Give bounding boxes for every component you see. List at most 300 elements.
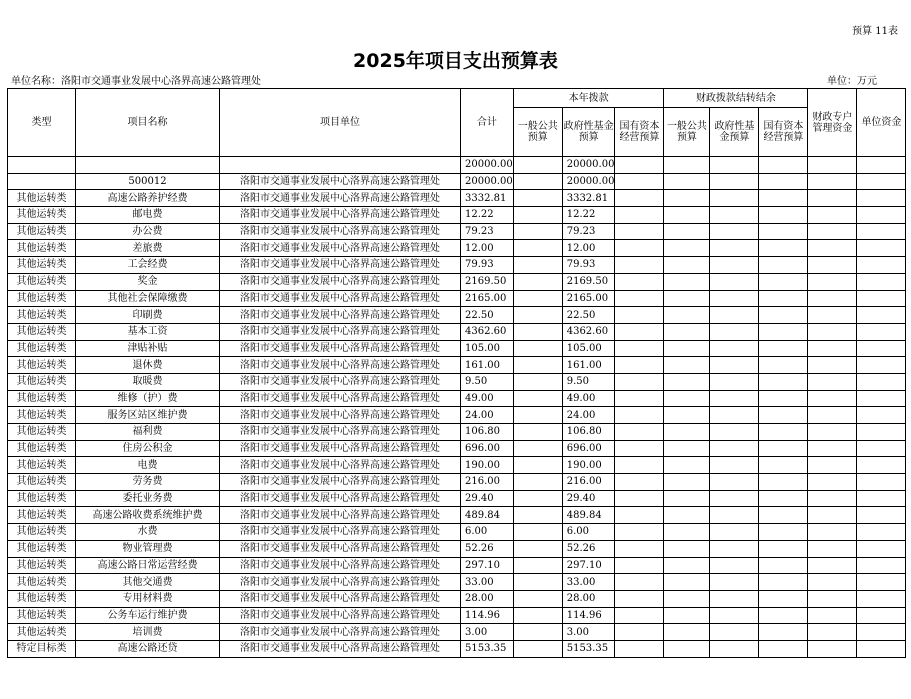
cell-general-public <box>513 290 562 307</box>
cell-total: 6.00 <box>461 524 514 541</box>
cell-general-public-carryover <box>664 190 710 207</box>
table-row <box>8 607 906 624</box>
cell-gov-fund: 5153.35 <box>562 640 615 657</box>
cell-state-capital-carryover <box>759 157 808 174</box>
cell-state-capital-carryover <box>759 457 808 474</box>
cell-state-capital-carryover <box>759 557 808 574</box>
cell-project-unit: 洛阳市交通事业发展中心洛界高速公路管理处 <box>220 557 461 574</box>
cell-special-fund <box>808 640 857 657</box>
cell-gov-fund: 2165.00 <box>562 290 615 307</box>
cell-project-name: 500012 <box>76 173 220 190</box>
cell-type: 其他运转类 <box>8 290 76 307</box>
cell-state-capital-carryover <box>759 323 808 340</box>
cell-type: 其他运转类 <box>8 424 76 441</box>
cell-state-capital <box>615 424 664 441</box>
cell-gov-fund-carryover <box>710 390 759 407</box>
cell-special-fund <box>808 223 857 240</box>
cell-state-capital-carryover <box>759 223 808 240</box>
cell-total: 297.10 <box>461 557 514 574</box>
table-row <box>8 574 906 591</box>
cell-gov-fund-carryover <box>710 590 759 607</box>
cell-special-fund <box>808 474 857 491</box>
cell-total: 22.50 <box>461 307 514 324</box>
cell-state-capital <box>615 240 664 257</box>
cell-unit-fund <box>857 540 906 557</box>
cell-gov-fund: 105.00 <box>562 340 615 357</box>
cell-general-public <box>513 357 562 374</box>
cell-state-capital <box>615 157 664 174</box>
cell-unit-fund <box>857 207 906 224</box>
cell-unit-fund <box>857 424 906 441</box>
cell-type: 其他运转类 <box>8 524 76 541</box>
cell-project-name: 印刷费 <box>76 307 220 324</box>
cell-special-fund <box>808 323 857 340</box>
cell-gov-fund: 489.84 <box>562 507 615 524</box>
cell-general-public-carryover <box>664 390 710 407</box>
cell-project-unit: 洛阳市交通事业发展中心洛界高速公路管理处 <box>220 407 461 424</box>
cell-type: 其他运转类 <box>8 240 76 257</box>
cell-unit-fund <box>857 323 906 340</box>
cell-project-name: 高速公路日常运营经费 <box>76 557 220 574</box>
cell-type: 其他运转类 <box>8 390 76 407</box>
cell-project-name: 高速公路还贷 <box>76 640 220 657</box>
cell-state-capital <box>615 323 664 340</box>
cell-general-public <box>513 440 562 457</box>
cell-general-public <box>513 640 562 657</box>
cell-state-capital <box>615 474 664 491</box>
cell-gov-fund-carryover <box>710 207 759 224</box>
cell-unit-fund <box>857 390 906 407</box>
table-row <box>8 157 906 174</box>
cell-state-capital <box>615 524 664 541</box>
cell-gov-fund: 20000.00 <box>562 157 615 174</box>
cell-gov-fund-carryover <box>710 373 759 390</box>
header-total: 合计 <box>461 89 514 157</box>
cell-special-fund <box>808 240 857 257</box>
cell-general-public-carryover <box>664 173 710 190</box>
cell-general-public <box>513 373 562 390</box>
cell-state-capital-carryover <box>759 507 808 524</box>
cell-state-capital <box>615 173 664 190</box>
cell-general-public <box>513 207 562 224</box>
cell-project-unit: 洛阳市交通事业发展中心洛界高速公路管理处 <box>220 524 461 541</box>
cell-total: 24.00 <box>461 407 514 424</box>
cell-project-unit: 洛阳市交通事业发展中心洛界高速公路管理处 <box>220 574 461 591</box>
cell-gov-fund: 22.50 <box>562 307 615 324</box>
cell-general-public-carryover <box>664 323 710 340</box>
cell-special-fund <box>808 407 857 424</box>
cell-project-unit: 洛阳市交通事业发展中心洛界高速公路管理处 <box>220 457 461 474</box>
cell-gov-fund-carryover <box>710 507 759 524</box>
cell-project-name: 取暖费 <box>76 373 220 390</box>
cell-total: 489.84 <box>461 507 514 524</box>
cell-type: 其他运转类 <box>8 507 76 524</box>
table-row <box>8 240 906 257</box>
cell-special-fund <box>808 524 857 541</box>
cell-special-fund <box>808 540 857 557</box>
cell-project-name: 差旅费 <box>76 240 220 257</box>
cell-total: 28.00 <box>461 590 514 607</box>
cell-general-public-carryover <box>664 307 710 324</box>
table-row <box>8 424 906 441</box>
cell-special-fund <box>808 557 857 574</box>
header-project-name: 项目名称 <box>76 89 220 157</box>
cell-total: 114.96 <box>461 607 514 624</box>
cell-type: 其他运转类 <box>8 357 76 374</box>
header-type: 类型 <box>8 89 76 157</box>
table-row <box>8 323 906 340</box>
cell-state-capital <box>615 607 664 624</box>
cell-special-fund <box>808 257 857 274</box>
cell-general-public <box>513 240 562 257</box>
cell-project-name: 公务车运行维护费 <box>76 607 220 624</box>
cell-gov-fund: 29.40 <box>562 490 615 507</box>
cell-type: 其他运转类 <box>8 207 76 224</box>
cell-total: 161.00 <box>461 357 514 374</box>
cell-state-capital <box>615 590 664 607</box>
cell-gov-fund: 696.00 <box>562 440 615 457</box>
cell-project-name: 服务区站区维护费 <box>76 407 220 424</box>
cell-general-public <box>513 607 562 624</box>
cell-unit-fund <box>857 257 906 274</box>
cell-special-fund <box>808 390 857 407</box>
cell-type: 特定目标类 <box>8 640 76 657</box>
cell-special-fund <box>808 590 857 607</box>
cell-unit-fund <box>857 407 906 424</box>
cell-general-public <box>513 557 562 574</box>
cell-general-public <box>513 624 562 641</box>
table-row <box>8 390 906 407</box>
cell-gov-fund: 24.00 <box>562 407 615 424</box>
cell-gov-fund: 190.00 <box>562 457 615 474</box>
cell-gov-fund: 161.00 <box>562 357 615 374</box>
cell-gov-fund: 9.50 <box>562 373 615 390</box>
cell-state-capital-carryover <box>759 240 808 257</box>
cell-project-unit: 洛阳市交通事业发展中心洛界高速公路管理处 <box>220 190 461 207</box>
cell-type: 其他运转类 <box>8 273 76 290</box>
cell-unit-fund <box>857 307 906 324</box>
cell-special-fund <box>808 273 857 290</box>
cell-state-capital <box>615 357 664 374</box>
cell-total: 79.23 <box>461 223 514 240</box>
cell-state-capital-carryover <box>759 357 808 374</box>
table-row <box>8 490 906 507</box>
cell-gov-fund-carryover <box>710 190 759 207</box>
cell-type: 其他运转类 <box>8 190 76 207</box>
cell-total: 3.00 <box>461 624 514 641</box>
cell-gov-fund: 3332.81 <box>562 190 615 207</box>
cell-type <box>8 173 76 190</box>
header-project-unit: 项目单位 <box>220 89 461 157</box>
cell-state-capital-carryover <box>759 440 808 457</box>
cell-special-fund <box>808 607 857 624</box>
table-row <box>8 173 906 190</box>
cell-project-unit: 洛阳市交通事业发展中心洛界高速公路管理处 <box>220 273 461 290</box>
cell-project-name: 福利费 <box>76 424 220 441</box>
cell-general-public <box>513 507 562 524</box>
cell-general-public <box>513 524 562 541</box>
cell-state-capital <box>615 640 664 657</box>
cell-state-capital <box>615 257 664 274</box>
cell-gov-fund-carryover <box>710 257 759 274</box>
cell-gov-fund-carryover <box>710 340 759 357</box>
cell-project-unit: 洛阳市交通事业发展中心洛界高速公路管理处 <box>220 607 461 624</box>
cell-total: 190.00 <box>461 457 514 474</box>
cell-project-unit: 洛阳市交通事业发展中心洛界高速公路管理处 <box>220 257 461 274</box>
cell-gov-fund: 49.00 <box>562 390 615 407</box>
cell-special-fund <box>808 290 857 307</box>
cell-state-capital <box>615 207 664 224</box>
cell-unit-fund <box>857 290 906 307</box>
cell-gov-fund: 6.00 <box>562 524 615 541</box>
cell-state-capital-carryover <box>759 607 808 624</box>
cell-general-public <box>513 190 562 207</box>
cell-state-capital-carryover <box>759 290 808 307</box>
cell-total: 106.80 <box>461 424 514 441</box>
cell-special-fund <box>808 307 857 324</box>
cell-special-fund <box>808 157 857 174</box>
cell-gov-fund-carryover <box>710 607 759 624</box>
cell-type: 其他运转类 <box>8 540 76 557</box>
cell-project-unit: 洛阳市交通事业发展中心洛界高速公路管理处 <box>220 640 461 657</box>
cell-state-capital-carryover <box>759 540 808 557</box>
cell-unit-fund <box>857 440 906 457</box>
cell-general-public-carryover <box>664 607 710 624</box>
cell-state-capital-carryover <box>759 190 808 207</box>
cell-general-public-carryover <box>664 157 710 174</box>
cell-special-fund <box>808 207 857 224</box>
cell-gov-fund: 114.96 <box>562 607 615 624</box>
cell-general-public-carryover <box>664 340 710 357</box>
cell-state-capital <box>615 624 664 641</box>
header-general-public: 一般公共预算 <box>513 108 562 157</box>
cell-gov-fund-carryover <box>710 624 759 641</box>
cell-general-public <box>513 457 562 474</box>
cell-project-unit: 洛阳市交通事业发展中心洛界高速公路管理处 <box>220 624 461 641</box>
header-unit-fund: 单位资金 <box>857 89 906 157</box>
cell-state-capital-carryover <box>759 173 808 190</box>
table-row <box>8 624 906 641</box>
cell-state-capital-carryover <box>759 257 808 274</box>
cell-special-fund <box>808 574 857 591</box>
cell-total: 79.93 <box>461 257 514 274</box>
cell-state-capital <box>615 273 664 290</box>
cell-unit-fund <box>857 223 906 240</box>
cell-state-capital-carryover <box>759 373 808 390</box>
cell-state-capital-carryover <box>759 390 808 407</box>
cell-general-public-carryover <box>664 273 710 290</box>
cell-general-public-carryover <box>664 407 710 424</box>
cell-total: 5153.35 <box>461 640 514 657</box>
cell-gov-fund-carryover <box>710 307 759 324</box>
cell-project-name: 委托业务费 <box>76 490 220 507</box>
table-row <box>8 507 906 524</box>
cell-general-public-carryover <box>664 457 710 474</box>
cell-general-public-carryover <box>664 290 710 307</box>
header-gov-fund: 政府性基金预算 <box>562 108 615 157</box>
cell-general-public <box>513 474 562 491</box>
cell-general-public <box>513 590 562 607</box>
cell-state-capital <box>615 490 664 507</box>
cell-total: 696.00 <box>461 440 514 457</box>
cell-gov-fund-carryover <box>710 524 759 541</box>
cell-state-capital <box>615 390 664 407</box>
cell-gov-fund: 79.23 <box>562 223 615 240</box>
cell-state-capital <box>615 373 664 390</box>
cell-gov-fund-carryover <box>710 157 759 174</box>
cell-total: 33.00 <box>461 574 514 591</box>
cell-state-capital <box>615 540 664 557</box>
cell-state-capital <box>615 574 664 591</box>
cell-project-unit: 洛阳市交通事业发展中心洛界高速公路管理处 <box>220 307 461 324</box>
cell-general-public-carryover <box>664 507 710 524</box>
cell-project-name: 邮电费 <box>76 207 220 224</box>
cell-type: 其他运转类 <box>8 607 76 624</box>
cell-unit-fund <box>857 524 906 541</box>
cell-general-public-carryover <box>664 640 710 657</box>
cell-state-capital <box>615 557 664 574</box>
cell-gov-fund: 12.22 <box>562 207 615 224</box>
cell-project-name: 工会经费 <box>76 257 220 274</box>
cell-total: 12.22 <box>461 207 514 224</box>
cell-unit-fund <box>857 240 906 257</box>
cell-gov-fund: 2169.50 <box>562 273 615 290</box>
cell-gov-fund-carryover <box>710 290 759 307</box>
cell-general-public-carryover <box>664 540 710 557</box>
cell-special-fund <box>808 340 857 357</box>
cell-total: 105.00 <box>461 340 514 357</box>
cell-gov-fund: 3.00 <box>562 624 615 641</box>
cell-general-public-carryover <box>664 257 710 274</box>
cell-general-public-carryover <box>664 223 710 240</box>
cell-project-unit <box>220 157 461 174</box>
cell-total: 49.00 <box>461 390 514 407</box>
cell-state-capital-carryover <box>759 207 808 224</box>
cell-gov-fund: 4362.60 <box>562 323 615 340</box>
cell-type: 其他运转类 <box>8 557 76 574</box>
table-row <box>8 257 906 274</box>
cell-state-capital-carryover <box>759 490 808 507</box>
cell-state-capital <box>615 440 664 457</box>
header-current-year: 本年拨款 <box>513 89 664 108</box>
cell-state-capital <box>615 307 664 324</box>
cell-unit-fund <box>857 357 906 374</box>
page-title: 2025年项目支出预算表 <box>353 50 558 72</box>
cell-gov-fund: 33.00 <box>562 574 615 591</box>
cell-total: 29.40 <box>461 490 514 507</box>
cell-general-public-carryover <box>664 490 710 507</box>
cell-type: 其他运转类 <box>8 624 76 641</box>
cell-type: 其他运转类 <box>8 590 76 607</box>
cell-general-public <box>513 257 562 274</box>
cell-project-name: 劳务费 <box>76 474 220 491</box>
cell-unit-fund <box>857 507 906 524</box>
cell-state-capital <box>615 507 664 524</box>
budget-table <box>7 88 906 658</box>
cell-general-public <box>513 574 562 591</box>
cell-type: 其他运转类 <box>8 457 76 474</box>
cell-total: 52.26 <box>461 540 514 557</box>
table-row <box>8 307 906 324</box>
cell-project-unit: 洛阳市交通事业发展中心洛界高速公路管理处 <box>220 390 461 407</box>
cell-gov-fund-carryover <box>710 474 759 491</box>
table-row <box>8 190 906 207</box>
table-row <box>8 457 906 474</box>
cell-gov-fund-carryover <box>710 540 759 557</box>
cell-gov-fund: 216.00 <box>562 474 615 491</box>
cell-general-public-carryover <box>664 474 710 491</box>
table-row <box>8 290 906 307</box>
cell-gov-fund-carryover <box>710 323 759 340</box>
cell-project-name: 维修（护）费 <box>76 390 220 407</box>
cell-general-public-carryover <box>664 373 710 390</box>
table-row <box>8 590 906 607</box>
cell-project-unit: 洛阳市交通事业发展中心洛界高速公路管理处 <box>220 223 461 240</box>
cell-general-public <box>513 490 562 507</box>
cell-state-capital-carryover <box>759 424 808 441</box>
cell-unit-fund <box>857 474 906 491</box>
cell-project-name: 培训费 <box>76 624 220 641</box>
cell-project-unit: 洛阳市交通事业发展中心洛界高速公路管理处 <box>220 373 461 390</box>
header-state-capital-carryover: 国有资本经营预算 <box>759 108 808 157</box>
cell-type: 其他运转类 <box>8 223 76 240</box>
cell-gov-fund-carryover <box>710 273 759 290</box>
cell-unit-fund <box>857 373 906 390</box>
cell-special-fund <box>808 173 857 190</box>
cell-general-public-carryover <box>664 557 710 574</box>
cell-state-capital-carryover <box>759 574 808 591</box>
cell-general-public-carryover <box>664 590 710 607</box>
cell-type: 其他运转类 <box>8 373 76 390</box>
header-general-public-carryover: 一般公共预算 <box>664 108 710 157</box>
cell-project-name: 基本工资 <box>76 323 220 340</box>
header-special-fund: 财政专户管理资金 <box>808 89 857 157</box>
cell-general-public <box>513 173 562 190</box>
cell-general-public-carryover <box>664 240 710 257</box>
cell-gov-fund: 20000.00 <box>562 173 615 190</box>
cell-special-fund <box>808 490 857 507</box>
cell-gov-fund: 79.93 <box>562 257 615 274</box>
cell-unit-fund <box>857 574 906 591</box>
cell-state-capital <box>615 223 664 240</box>
cell-general-public-carryover <box>664 424 710 441</box>
cell-project-name: 其他交通费 <box>76 574 220 591</box>
cell-total: 2169.50 <box>461 273 514 290</box>
cell-gov-fund-carryover <box>710 424 759 441</box>
cell-unit-fund <box>857 457 906 474</box>
header-state-capital: 国有资本经营预算 <box>615 108 664 157</box>
cell-project-name: 专用材料费 <box>76 590 220 607</box>
cell-total: 9.50 <box>461 373 514 390</box>
cell-project-unit: 洛阳市交通事业发展中心洛界高速公路管理处 <box>220 474 461 491</box>
cell-gov-fund: 12.00 <box>562 240 615 257</box>
cell-total: 12.00 <box>461 240 514 257</box>
cell-project-name: 高速公路收费系统维护费 <box>76 507 220 524</box>
cell-project-name: 办公费 <box>76 223 220 240</box>
table-row <box>8 357 906 374</box>
cell-type: 其他运转类 <box>8 323 76 340</box>
cell-state-capital-carryover <box>759 524 808 541</box>
page-number: 预算 11表 <box>852 26 898 37</box>
cell-project-name: 津贴补贴 <box>76 340 220 357</box>
cell-gov-fund-carryover <box>710 574 759 591</box>
cell-type: 其他运转类 <box>8 257 76 274</box>
cell-special-fund <box>808 424 857 441</box>
table-row <box>8 557 906 574</box>
cell-project-name <box>76 157 220 174</box>
cell-type: 其他运转类 <box>8 574 76 591</box>
cell-type <box>8 157 76 174</box>
